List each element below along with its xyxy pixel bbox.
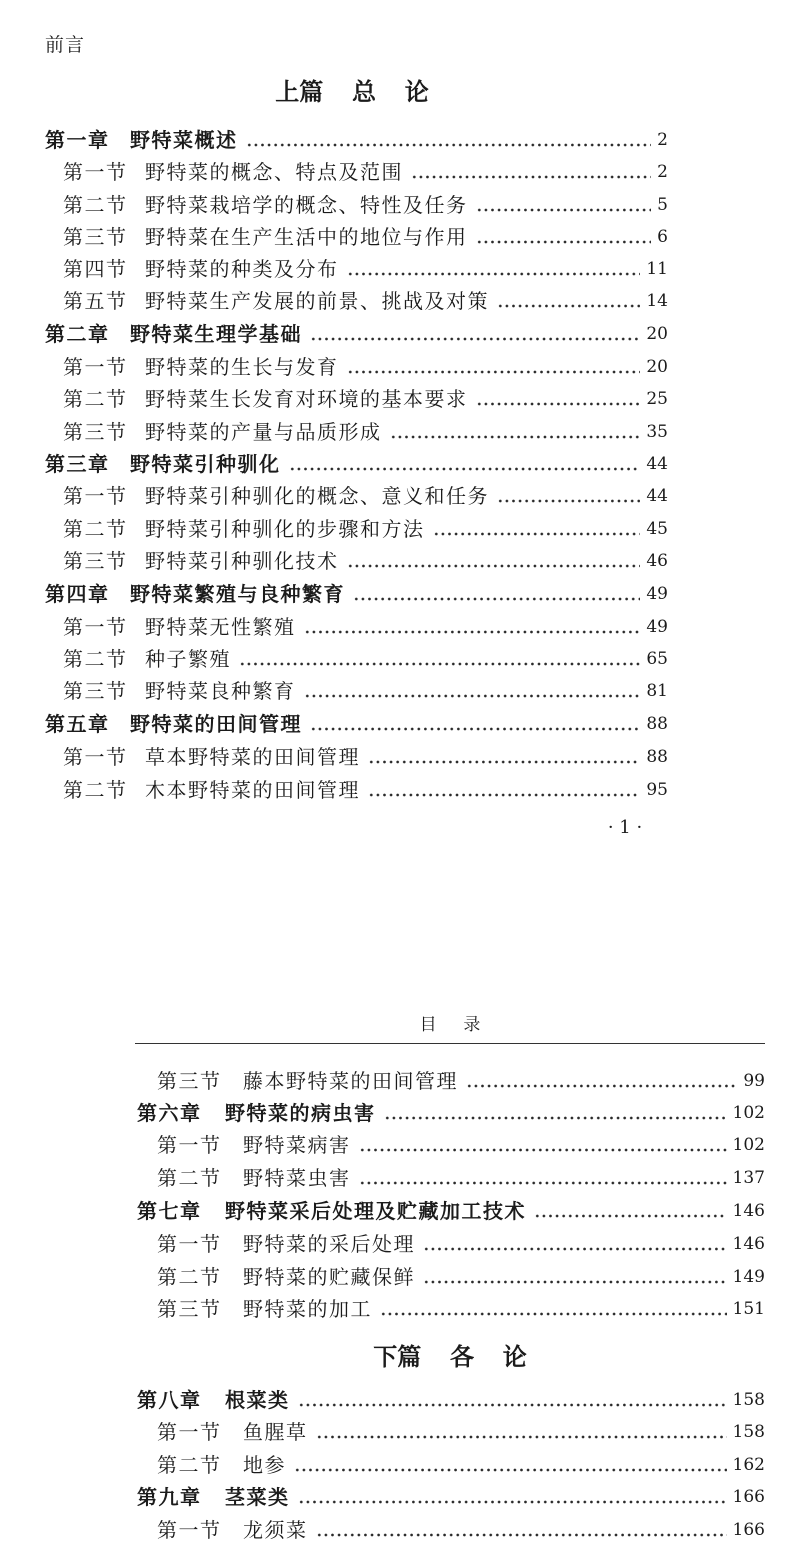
toc-entry-page: 95 bbox=[646, 780, 668, 800]
toc-section-5-3 bbox=[157, 1068, 765, 1094]
toc-section-2-2 bbox=[63, 386, 668, 412]
leader-dots bbox=[423, 1264, 727, 1290]
toc-entry-label: 第三章 bbox=[45, 452, 110, 476]
leader-dots bbox=[433, 516, 641, 542]
toc-entry-page: 2 bbox=[657, 162, 668, 182]
toc-entry-page: 5 bbox=[657, 195, 668, 215]
toc-section-1-3 bbox=[63, 224, 668, 250]
toc-section-6-1 bbox=[157, 1132, 765, 1158]
toc-entry-title: 藤本野特菜的田间管理 bbox=[243, 1069, 458, 1093]
toc-section-7-1 bbox=[157, 1231, 765, 1257]
toc-chapter-4 bbox=[45, 581, 668, 607]
toc-entry-page: 14 bbox=[646, 291, 668, 311]
leader-dots bbox=[310, 711, 640, 737]
leader-dots bbox=[390, 419, 641, 445]
leader-dots bbox=[497, 288, 640, 314]
leader-dots bbox=[304, 678, 641, 704]
toc-section-5-1 bbox=[63, 744, 668, 770]
toc-entry-title: 野特菜的生长与发育 bbox=[145, 355, 339, 379]
toc-section-8-2 bbox=[157, 1452, 765, 1478]
leader-dots bbox=[304, 614, 641, 640]
toc-section-1-5 bbox=[63, 288, 668, 314]
toc-section-8-1 bbox=[157, 1419, 765, 1445]
toc-chapter-1 bbox=[45, 127, 668, 153]
toc-entry-label: 第一节 bbox=[63, 484, 128, 508]
toc-entry-label: 第一章 bbox=[45, 128, 110, 152]
toc-entry-label: 第六章 bbox=[137, 1101, 202, 1125]
toc-entry-label: 第五章 bbox=[45, 712, 110, 736]
leader-dots bbox=[347, 256, 641, 282]
preface-label: 前言 bbox=[45, 34, 86, 56]
toc-chapter-8 bbox=[137, 1387, 765, 1413]
leader-dots bbox=[476, 386, 641, 412]
toc-entry-page: 6 bbox=[657, 227, 668, 247]
toc-entry-title: 茎菜类 bbox=[225, 1485, 290, 1509]
toc-entry-title: 野特菜良种繁育 bbox=[145, 679, 296, 703]
leader-dots bbox=[476, 192, 652, 218]
toc-entry-title: 野特菜的采后处理 bbox=[243, 1232, 415, 1256]
toc-entry-title: 野特菜在生产生活中的地位与作用 bbox=[145, 225, 468, 249]
toc-entry-page: 162 bbox=[732, 1455, 765, 1475]
toc-entry-title: 草本野特菜的田间管理 bbox=[145, 745, 360, 769]
toc-entry-title: 野特菜的概念、特点及范围 bbox=[145, 160, 403, 184]
toc-entry-label: 第二节 bbox=[63, 517, 128, 541]
toc-entry-title: 根菜类 bbox=[225, 1388, 290, 1412]
toc-entry-title: 野特菜引种驯化 bbox=[130, 452, 281, 476]
toc-section-9-1 bbox=[157, 1517, 765, 1543]
toc-entry-title: 野特菜生产发展的前景、挑战及对策 bbox=[145, 289, 489, 313]
toc-entry-title: 野特菜引种驯化的概念、意义和任务 bbox=[145, 484, 489, 508]
running-header: 目 录 bbox=[419, 1015, 481, 1035]
toc-entry-page: 20 bbox=[646, 357, 668, 377]
toc-section-4-2 bbox=[63, 646, 668, 672]
toc-entry-label: 第三节 bbox=[63, 420, 128, 444]
part-heading-specific: 下篇 各 论 bbox=[373, 1343, 527, 1371]
toc-entry-label: 第二节 bbox=[63, 387, 128, 411]
toc-entry-page: 81 bbox=[646, 681, 668, 701]
toc-entry-title: 野特菜繁殖与良种繁育 bbox=[130, 582, 345, 606]
leader-dots bbox=[368, 744, 640, 770]
toc-entry-title: 野特菜病害 bbox=[243, 1133, 351, 1157]
toc-section-2-1 bbox=[63, 354, 668, 380]
toc-entry-page: 102 bbox=[732, 1103, 765, 1123]
toc-entry-title: 野特菜的产量与品质形成 bbox=[145, 420, 382, 444]
toc-entry-title: 野特菜栽培学的概念、特性及任务 bbox=[145, 193, 468, 217]
leader-dots bbox=[359, 1132, 727, 1158]
toc-section-3-3 bbox=[63, 548, 668, 574]
toc-entry-label: 第八章 bbox=[137, 1388, 202, 1412]
toc-section-1-1 bbox=[63, 159, 668, 185]
leader-dots bbox=[310, 321, 640, 347]
leader-dots bbox=[411, 159, 651, 185]
toc-entry-label: 第二节 bbox=[63, 193, 128, 217]
toc-section-5-2 bbox=[63, 777, 668, 803]
toc-entry-title: 野特菜引种驯化的步骤和方法 bbox=[145, 517, 425, 541]
toc-entry-page: 65 bbox=[646, 649, 668, 669]
leader-dots bbox=[316, 1517, 727, 1543]
leader-dots bbox=[316, 1419, 727, 1445]
toc-entry-label: 第一节 bbox=[63, 355, 128, 379]
toc-section-1-2 bbox=[63, 192, 668, 218]
toc-section-2-3 bbox=[63, 419, 668, 445]
toc-entry-page: 102 bbox=[732, 1135, 765, 1155]
toc-entry-page: 166 bbox=[732, 1487, 765, 1507]
toc-entry-label: 第二节 bbox=[157, 1265, 222, 1289]
toc-entry-page: 20 bbox=[646, 324, 668, 344]
toc-section-4-3 bbox=[63, 678, 668, 704]
toc-entry-page: 149 bbox=[732, 1267, 765, 1287]
header-rule bbox=[135, 1043, 765, 1044]
leader-dots bbox=[466, 1068, 737, 1094]
toc-entry-label: 第一节 bbox=[157, 1232, 222, 1256]
toc-entry-title: 木本野特菜的田间管理 bbox=[145, 778, 360, 802]
toc-entry-page: 137 bbox=[732, 1168, 765, 1188]
leader-dots bbox=[347, 354, 641, 380]
toc-section-7-2 bbox=[157, 1264, 765, 1290]
toc-entry-title: 野特菜虫害 bbox=[243, 1166, 351, 1190]
leader-dots bbox=[476, 224, 652, 250]
toc-entry-title: 野特菜的田间管理 bbox=[130, 712, 302, 736]
toc-chapter-6 bbox=[137, 1100, 765, 1126]
toc-section-6-2 bbox=[157, 1165, 765, 1191]
toc-entry-page: 11 bbox=[646, 259, 668, 279]
toc-entry-label: 第二节 bbox=[63, 647, 128, 671]
toc-entry-page: 44 bbox=[646, 454, 668, 474]
toc-entry-title: 野特菜概述 bbox=[130, 128, 238, 152]
toc-entry-title: 种子繁殖 bbox=[145, 647, 231, 671]
toc-entry-page: 2 bbox=[657, 130, 668, 150]
toc-entry-title: 野特菜的病虫害 bbox=[225, 1101, 376, 1125]
toc-entry-title: 野特菜引种驯化技术 bbox=[145, 549, 339, 573]
toc-entry-title: 野特菜的贮藏保鲜 bbox=[243, 1265, 415, 1289]
toc-entry-page: 146 bbox=[732, 1234, 765, 1254]
toc-entry-label: 第三节 bbox=[157, 1069, 222, 1093]
leader-dots bbox=[239, 646, 640, 672]
toc-entry-page: 166 bbox=[732, 1520, 765, 1540]
toc-entry-label: 第三节 bbox=[63, 679, 128, 703]
leader-dots bbox=[359, 1165, 727, 1191]
toc-chapter-5 bbox=[45, 711, 668, 737]
toc-section-3-1 bbox=[63, 483, 668, 509]
toc-chapter-7 bbox=[137, 1198, 765, 1224]
leader-dots bbox=[423, 1231, 727, 1257]
toc-entry-label: 第四节 bbox=[63, 257, 128, 281]
toc-entry-page: 49 bbox=[646, 584, 668, 604]
toc-entry-page: 35 bbox=[646, 422, 668, 442]
toc-entry-title: 地参 bbox=[243, 1453, 286, 1477]
toc-chapter-3 bbox=[45, 451, 668, 477]
toc-entry-title: 龙须菜 bbox=[243, 1518, 308, 1542]
toc-entry-label: 第一节 bbox=[157, 1518, 222, 1542]
toc-entry-page: 99 bbox=[743, 1071, 765, 1091]
toc-entry-page: 46 bbox=[646, 551, 668, 571]
toc-section-3-2 bbox=[63, 516, 668, 542]
toc-entry-title: 野特菜无性繁殖 bbox=[145, 615, 296, 639]
toc-chapter-2 bbox=[45, 321, 668, 347]
toc-chapter-9 bbox=[137, 1484, 765, 1510]
toc-entry-label: 第二节 bbox=[157, 1453, 222, 1477]
page-folio: · 1 · bbox=[607, 817, 643, 838]
toc-entry-page: 49 bbox=[646, 617, 668, 637]
leader-dots bbox=[246, 127, 652, 153]
leader-dots bbox=[298, 1484, 727, 1510]
toc-entry-label: 第一节 bbox=[157, 1420, 222, 1444]
leader-dots bbox=[347, 548, 641, 574]
toc-entry-title: 野特菜的加工 bbox=[243, 1297, 372, 1321]
toc-entry-title: 鱼腥草 bbox=[243, 1420, 308, 1444]
toc-entry-label: 第三节 bbox=[63, 549, 128, 573]
toc-section-4-1 bbox=[63, 614, 668, 640]
toc-entry-label: 第四章 bbox=[45, 582, 110, 606]
toc-entry-label: 第二节 bbox=[157, 1166, 222, 1190]
toc-entry-title: 野特菜采后处理及贮藏加工技术 bbox=[225, 1199, 526, 1223]
toc-entry-page: 88 bbox=[646, 714, 668, 734]
toc-entry-page: 44 bbox=[646, 486, 668, 506]
toc-entry-label: 第一节 bbox=[63, 160, 128, 184]
leader-dots bbox=[294, 1452, 727, 1478]
toc-entry-page: 88 bbox=[646, 747, 668, 767]
toc-entry-title: 野特菜的种类及分布 bbox=[145, 257, 339, 281]
toc-entry-page: 25 bbox=[646, 389, 668, 409]
toc-entry-page: 158 bbox=[732, 1422, 765, 1442]
toc-entry-label: 第九章 bbox=[137, 1485, 202, 1509]
toc-entry-label: 第二节 bbox=[63, 778, 128, 802]
toc-entry-page: 158 bbox=[732, 1390, 765, 1410]
leader-dots bbox=[368, 777, 640, 803]
toc-section-1-4 bbox=[63, 256, 668, 282]
toc-section-7-3 bbox=[157, 1296, 765, 1322]
toc-entry-page: 151 bbox=[732, 1299, 765, 1319]
part-heading-general: 上篇 总 论 bbox=[275, 78, 429, 106]
toc-entry-label: 第七章 bbox=[137, 1199, 202, 1223]
toc-entry-label: 第三节 bbox=[63, 225, 128, 249]
leader-dots bbox=[289, 451, 641, 477]
toc-entry-page: 45 bbox=[646, 519, 668, 539]
toc-entry-label: 第五节 bbox=[63, 289, 128, 313]
toc-entry-title: 野特菜生理学基础 bbox=[130, 322, 302, 346]
toc-entry-label: 第二章 bbox=[45, 322, 110, 346]
leader-dots bbox=[353, 581, 640, 607]
leader-dots bbox=[298, 1387, 727, 1413]
toc-entry-label: 第一节 bbox=[63, 745, 128, 769]
toc-entry-title: 野特菜生长发育对环境的基本要求 bbox=[145, 387, 468, 411]
leader-dots bbox=[534, 1198, 727, 1224]
toc-entry-label: 第三节 bbox=[157, 1297, 222, 1321]
toc-entry-page: 146 bbox=[732, 1201, 765, 1221]
toc-entry-label: 第一节 bbox=[157, 1133, 222, 1157]
leader-dots bbox=[380, 1296, 727, 1322]
leader-dots bbox=[497, 483, 640, 509]
toc-entry-label: 第一节 bbox=[63, 615, 128, 639]
leader-dots bbox=[384, 1100, 727, 1126]
